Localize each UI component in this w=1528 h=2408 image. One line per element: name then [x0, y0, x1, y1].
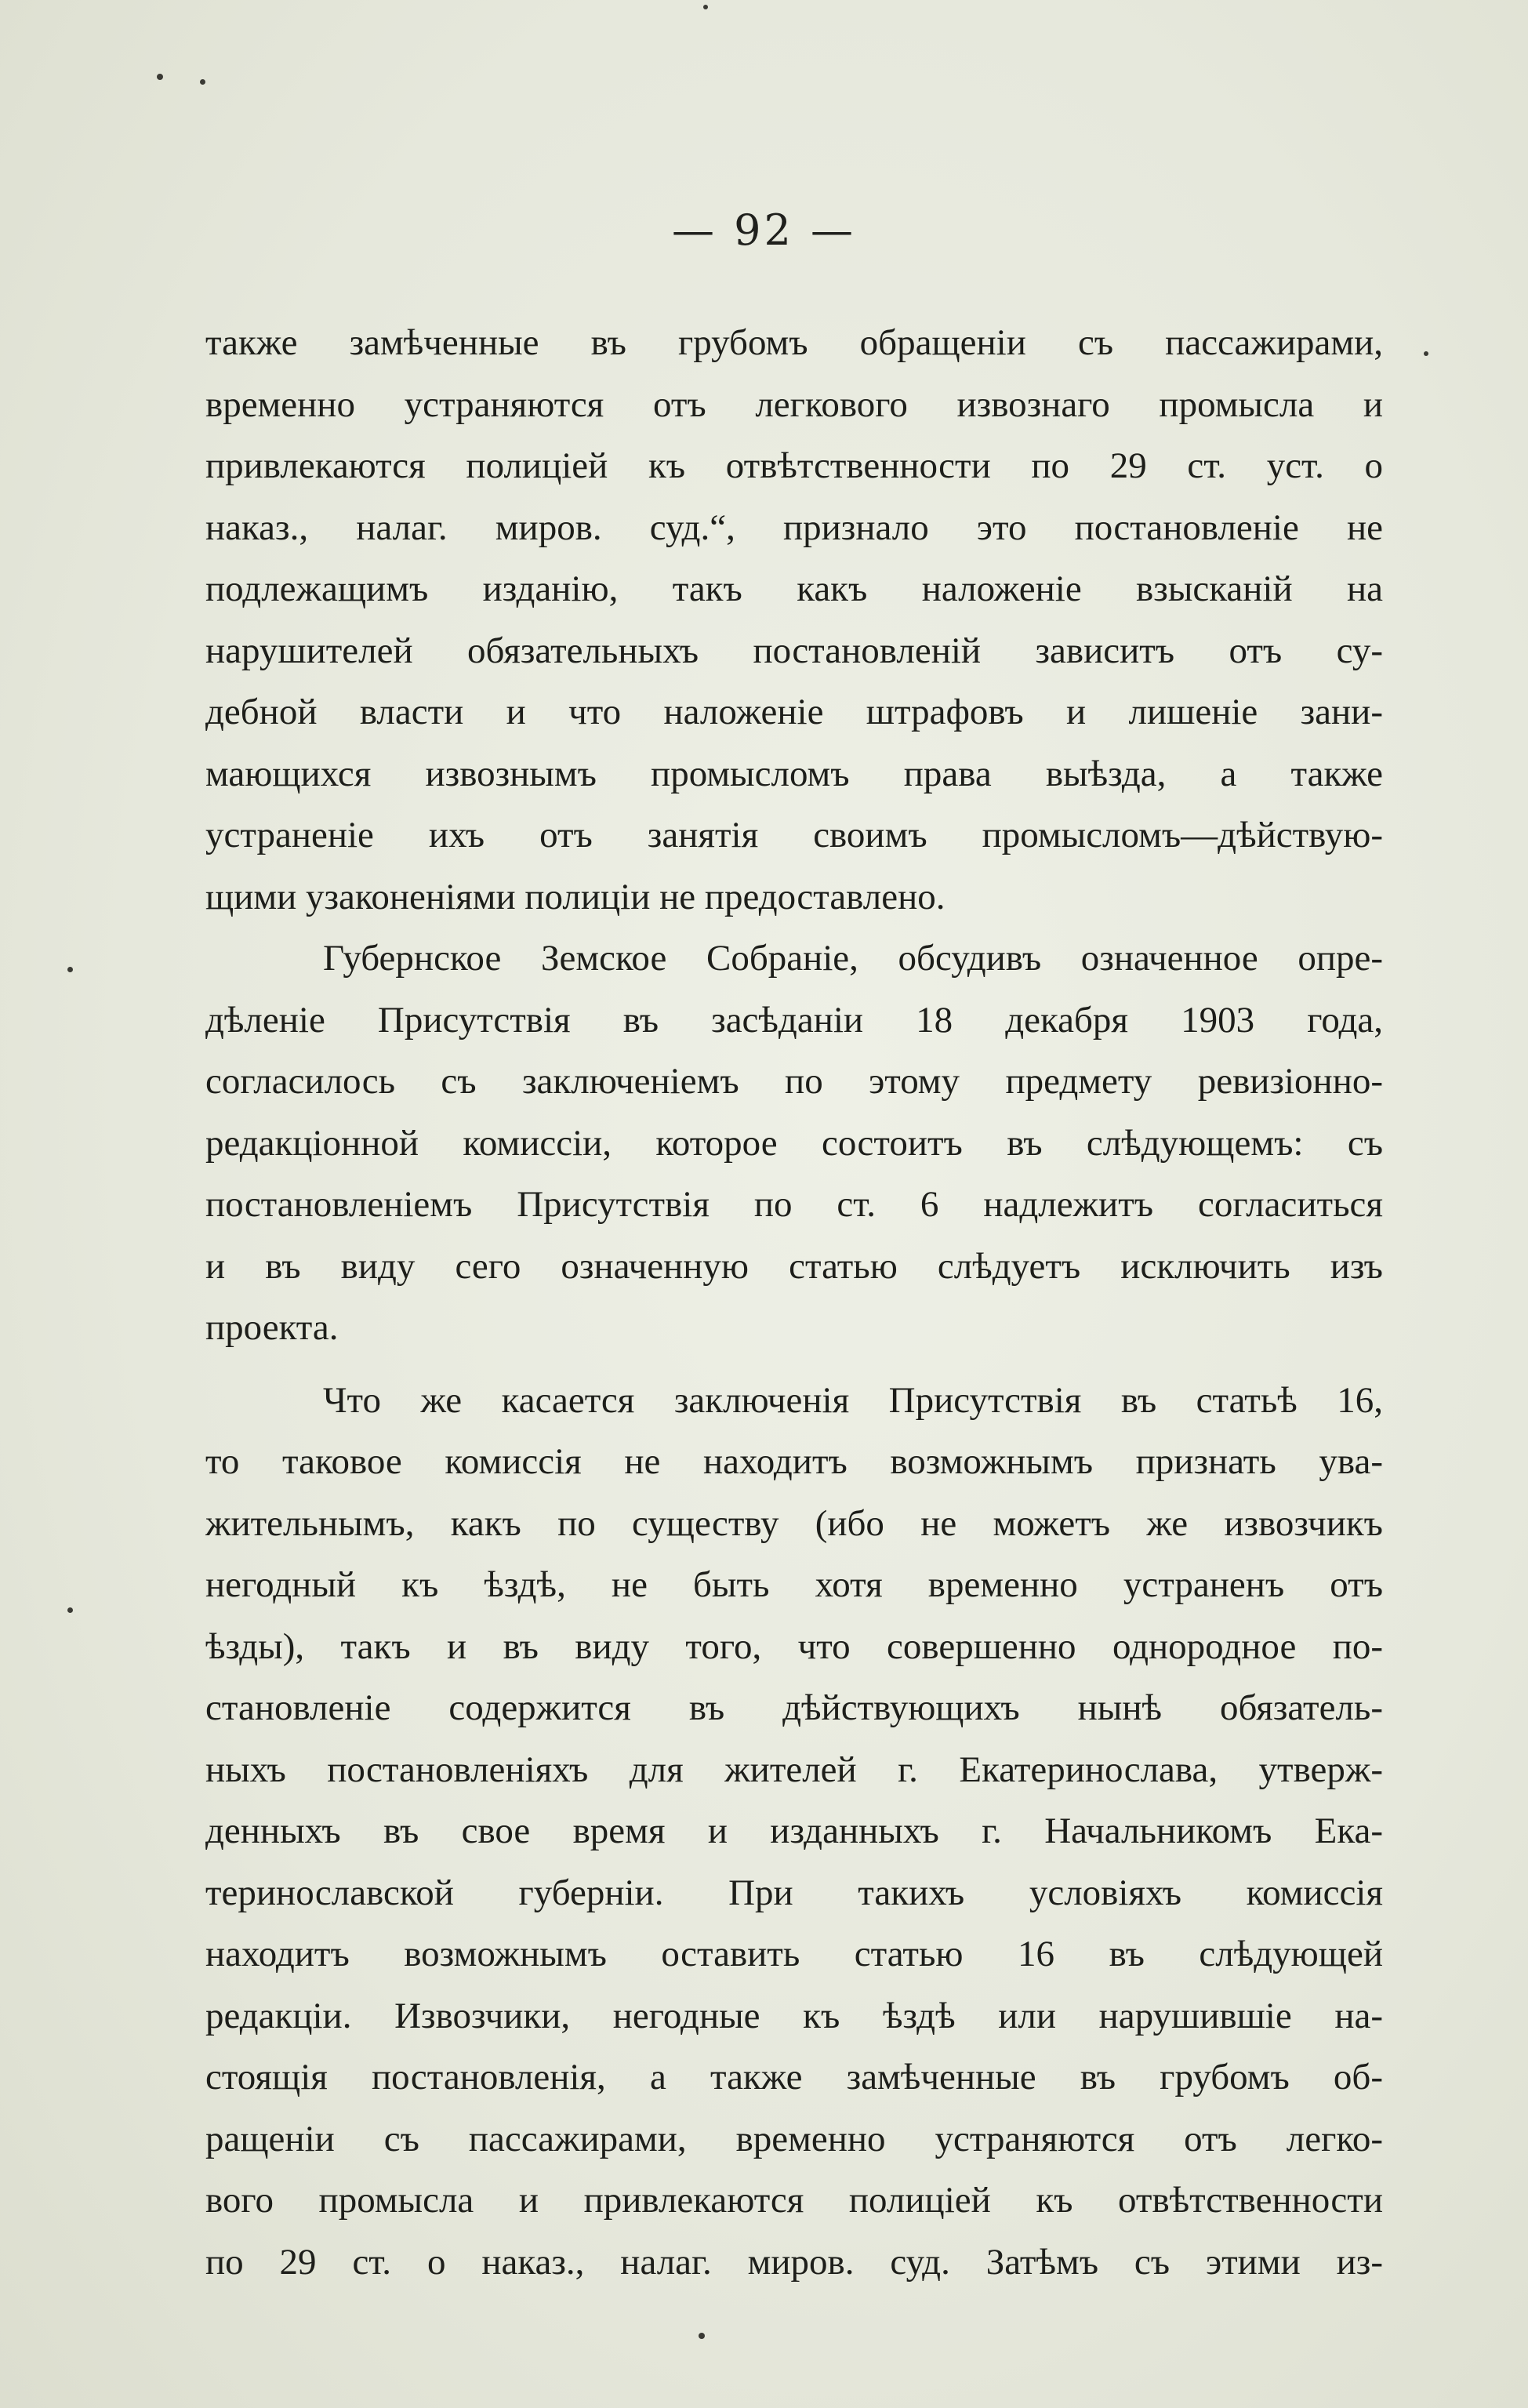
text-line: становленіе содержится въ дѣйствующихъ нынѣ обязатель- — [205, 1687, 1383, 1728]
text-line: подлежащимъ изданію, такъ какъ наложеніе взысканій на — [205, 568, 1383, 609]
paragraph-1 — [205, 312, 1383, 928]
text-line: также замѣченные въ грубомъ обращеніи съ пассажирами, — [205, 322, 1383, 363]
text-line: ѣзды), такъ и въ виду того, что совершенно однородное по- — [205, 1625, 1383, 1667]
text-line: постановленіемъ Присутствія по ст. 6 надлежитъ согласиться — [205, 1184, 1383, 1225]
paragraph-3 — [205, 1370, 1383, 2294]
scan-speck — [67, 1607, 73, 1613]
page-number: — 92 — — [671, 205, 857, 255]
scan-speck — [67, 967, 73, 972]
scan-speck — [1424, 351, 1428, 356]
text-line: то таковое комиссія не находитъ возможнымъ признать ува- — [205, 1441, 1383, 1482]
text-line: щими узаконеніями полиціи не предоставлено. — [205, 876, 945, 917]
text-line: нарушителей обязательныхъ постановленій зависитъ отъ су- — [205, 630, 1383, 671]
scan-speck — [200, 79, 205, 85]
text-line: по 29 ст. о наказ., налаг. миров. суд. Затѣмъ съ этими из- — [205, 2241, 1383, 2283]
text-line: денныхъ въ свое время и изданныхъ г. Начальникомъ Ека- — [205, 1811, 1383, 1851]
text-line: Губернское Земское Собраніе, обсудивъ означенное опре- — [323, 938, 1383, 979]
text-line: проекта. — [205, 1307, 339, 1348]
text-line: редакціи. Извозчики, негодные къ ѣздѣ или нарушившіе на- — [205, 1995, 1383, 2036]
text-line: согласилось съ заключеніемъ по этому предмету ревизіонно- — [205, 1061, 1383, 1102]
text-line: наказ., налаг. миров. суд.“, признало это постановленіе не — [205, 507, 1383, 548]
text-line: теринославской губерніи. При такихъ условіяхъ комиссія — [205, 1872, 1383, 1913]
text-line: временно устраняются отъ легкового извознаго промысла и — [205, 383, 1383, 425]
text-line: дѣленіе Присутствія въ засѣданіи 18 декабря 1903 года, — [205, 999, 1383, 1041]
text-line: жительнымъ, какъ по существу (ибо не можетъ же извозчикъ — [205, 1502, 1383, 1544]
text-line: устраненіе ихъ отъ занятія своимъ промысломъ—дѣйствую- — [205, 815, 1383, 855]
text-line: ныхъ постановленіяхъ для жителей г. Екатеринослава, утверж- — [205, 1749, 1383, 1790]
text-line: находитъ возможнымъ оставить статью 16 въ слѣдующей — [205, 1934, 1383, 1974]
text-line: привлекаются полиціей къ отвѣтственности по 29 ст. уст. о — [205, 445, 1383, 486]
text-line: дебной власти и что наложеніе штрафовъ и лишеніе зани- — [205, 692, 1383, 732]
body-text — [205, 312, 1383, 2293]
text-line: и въ виду сего означенную статью слѣдуетъ исключить изъ — [205, 1245, 1383, 1287]
text-line: Что же касается заключенія Присутствія въ статьѣ 16, — [323, 1379, 1383, 1421]
text-line: мающихся извознымъ промысломъ права выѣзда, а также — [205, 753, 1383, 794]
text-line: стоящія постановленія, а также замѣченные въ грубомъ об- — [205, 2057, 1383, 2097]
scan-speck — [699, 2333, 705, 2339]
scan-speck — [157, 74, 163, 80]
paragraph-spacing — [205, 1359, 1383, 1370]
text-line: ращеніи съ пассажирами, временно устраняются отъ легко- — [205, 2118, 1383, 2159]
text-line: редакціонной комиссіи, которое состоитъ въ слѣдующемъ: съ — [205, 1122, 1383, 1164]
scan-speck — [703, 5, 708, 9]
text-line: вого промысла и привлекаются полиціей къ отвѣтственности — [205, 2180, 1383, 2221]
paragraph-2 — [205, 928, 1383, 1359]
text-line: негодный къ ѣздѣ, не быть хотя временно устраненъ отъ — [205, 1564, 1383, 1605]
